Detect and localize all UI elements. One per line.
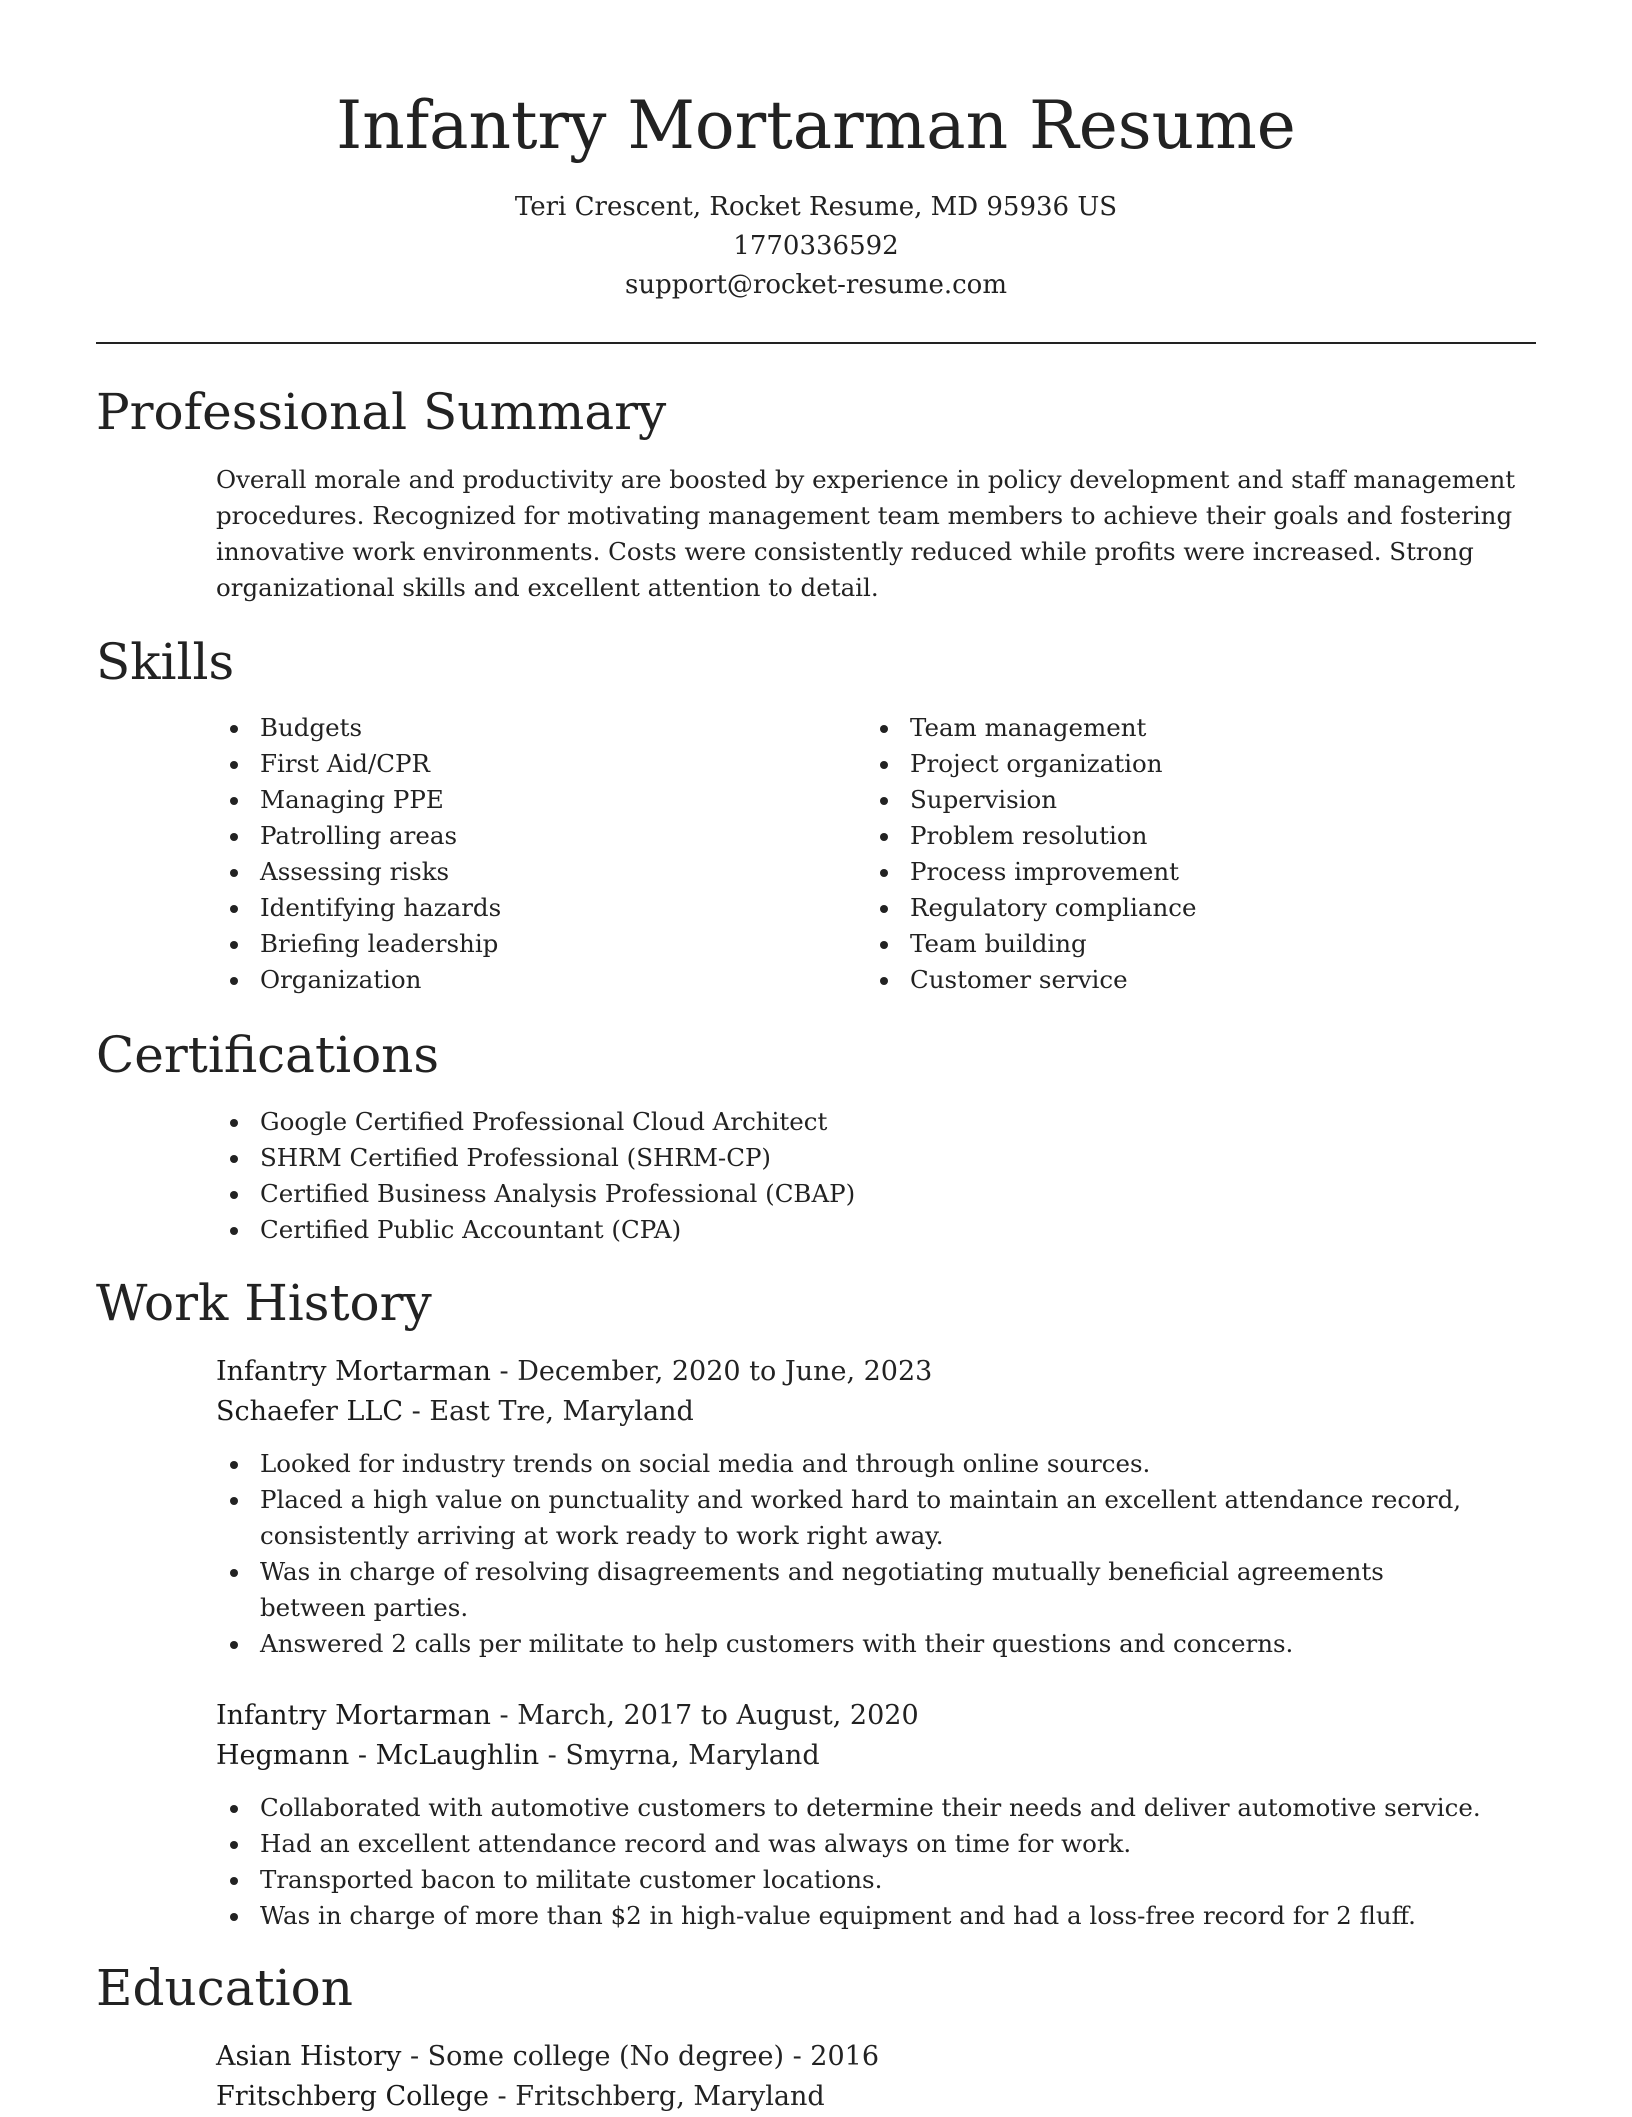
skill-item: Organization [216,962,816,998]
skill-item: Project organization [866,746,1466,782]
job-company: Schaefer LLC [216,1396,404,1427]
skill-item: Customer service [866,962,1466,998]
separator: - [488,2081,516,2112]
skill-item: Briefing leadership [216,926,816,962]
skill-item: Problem resolution [866,818,1466,854]
job-role: Infantry Mortarman [216,1356,491,1387]
skill-item: Team management [866,710,1466,746]
header-divider [96,342,1536,344]
skills-heading: Skills [96,633,235,691]
certification-item: Certified Public Accountant (CPA) [216,1212,1516,1248]
skill-item: First Aid/CPR [216,746,816,782]
work-history-heading: Work History [96,1274,432,1332]
job-dates: March, 2017 to August, 2020 [517,1700,919,1731]
separator: - [490,1356,518,1387]
education-location: Fritschberg, Maryland [515,2081,825,2112]
education-heading: Education [96,1959,353,2017]
certification-item: SHRM Certified Professional (SHRM-CP) [216,1140,1516,1176]
skill-item: Assessing risks [216,854,816,890]
job-title-line [216,1352,932,1392]
resume-header [0,82,1632,305]
summary-text: Overall morale and productivity are boosted by experience in policy development and staff management procedures. Recognized for motivating management team members to achieve their goals and fostering innovative work environments. Costs were consistently reduced while profits were increased. Strong organizational skills and excellent attention to detail. [216,465,1516,602]
job-role: Infantry Mortarman [216,1700,491,1731]
separator: - [490,1700,518,1731]
job-location: Smyrna, Maryland [565,1740,820,1771]
job-bullet: Placed a high value on punctuality and worked hard to maintain an excellent attendance record, consistently arriving at work ready to work right away. [216,1482,1466,1554]
job-title-line [216,1696,919,1736]
job-dates: December, 2020 to June, 2023 [517,1356,933,1387]
job-bullet: Answered 2 calls per militate to help customers with their questions and concerns. [216,1626,1466,1662]
separator: - [401,2041,428,2072]
job-company-line [216,1392,694,1432]
skill-item: Team building [866,926,1466,962]
job-bullets [216,1790,1516,1934]
job-bullets [216,1446,1466,1662]
job-location: East Tre, Maryland [429,1396,694,1427]
skill-item: Process improvement [866,854,1466,890]
contact-address: Teri Crescent, Rocket Resume, MD 95936 US [514,192,1118,222]
separator: - [403,1396,430,1427]
certification-item: Google Certified Professional Cloud Architect [216,1104,1516,1140]
skill-item: Patrolling areas [216,818,816,854]
summary-heading: Professional Summary [96,383,667,441]
education-school-line [216,2077,825,2117]
job-bullet: Was in charge of resolving disagreements and negotiating mutually beneficial agreements between parties. [216,1554,1466,1626]
skill-item: Identifying hazards [216,890,816,926]
certifications-heading: Certifications [96,1026,440,1084]
certification-item: Certified Business Analysis Professional (CBAP) [216,1176,1516,1212]
contact-phone: 1770336592 [733,231,899,261]
skills-list-left [216,710,816,998]
job-bullet: Transported bacon to militate customer locations. [216,1862,1516,1898]
skill-item: Managing PPE [216,782,816,818]
job-company-line [216,1736,820,1776]
education-field: Asian History [216,2041,402,2072]
education-year: 2016 [810,2041,880,2072]
education-degree-line [216,2037,879,2077]
education-school: Fritschberg College [216,2081,489,2112]
job-company: Hegmann - McLaughlin [216,1740,540,1771]
resume-title: Infantry Mortarman Resume [336,87,1296,164]
education-degree: Some college (No degree) [427,2041,784,2072]
job-bullet: Had an excellent attendance record and was always on time for work. [216,1826,1516,1862]
job-bullet: Looked for industry trends on social media and through online sources. [216,1446,1466,1482]
skill-item: Budgets [216,710,816,746]
separator: - [539,1740,566,1771]
contact-email: support@rocket-resume.com [624,270,1007,300]
skills-list-right [866,710,1466,998]
separator: - [784,2041,811,2072]
job-bullet: Was in charge of more than $2 in high-value equipment and had a loss-free record for 2 fluff. [216,1898,1516,1934]
skill-item: Supervision [866,782,1466,818]
skill-item: Regulatory compliance [866,890,1466,926]
job-bullet: Collaborated with automotive customers to determine their needs and deliver automotive service. [216,1790,1516,1826]
certifications-list [216,1104,1516,1248]
